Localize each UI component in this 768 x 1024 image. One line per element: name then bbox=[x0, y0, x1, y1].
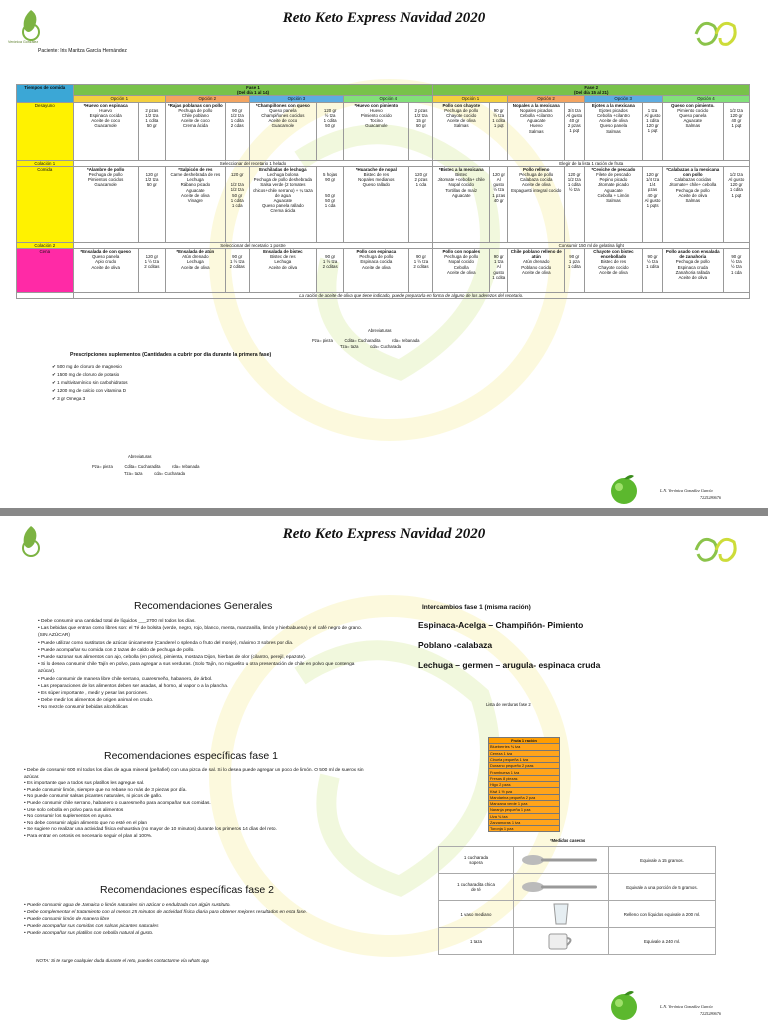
option-header: Opción 3 bbox=[584, 96, 662, 102]
dish-name: Pollo con espinaca bbox=[356, 249, 397, 255]
dish-ingredients: Atún drenado Lechuga Aceite de oliva bbox=[181, 254, 210, 270]
meal-label: Cena bbox=[17, 249, 74, 293]
dish-name: Enchiladas de lechuga bbox=[259, 166, 307, 172]
dish-name: *Ensalada de con queso bbox=[80, 249, 131, 255]
exchange-line: Lechuga – germen – arugula- espinaca cruda bbox=[418, 660, 601, 670]
dish-ingredients: Pechuga de pollo Espinaca cruda Zanahoria rallada Aceite de oliva bbox=[675, 259, 710, 281]
abbreviations-line: Pza= pieza Cdita= Cucharadita rda= rebanada bbox=[92, 464, 200, 469]
exchange-line: Poblano -calabaza bbox=[418, 640, 493, 650]
fruit-item: Cereza 1 tza bbox=[489, 750, 560, 756]
dish-ingredients: Atún drenado Poblano cocido Aceite de oliva bbox=[521, 259, 552, 275]
dish-ingredients: Filete de pescado Pepino picado Jitomate picado Aguacate Cebolla + Limón Salmas bbox=[596, 172, 631, 204]
dish-name: Ejotes a la mexicana bbox=[591, 102, 635, 108]
patient-name: Paciente: Iris Maritza García Hernández bbox=[38, 48, 127, 54]
license-number: 7225280676 bbox=[700, 495, 721, 500]
option-header: Opción 2 bbox=[165, 96, 249, 102]
dish-quantities: 120 gr 1 ½ tza 2 cditas bbox=[138, 249, 165, 293]
measure-name: 1 taza bbox=[439, 928, 514, 955]
vegetables-list-title: Lista de verduras fase 2 bbox=[486, 702, 531, 707]
secondary-logo bbox=[690, 530, 738, 570]
dish-ingredients: Pechuga de pollo Chayote cocido Aceite de oliva Salmas bbox=[444, 107, 479, 129]
fruit-item: Toronja 1 pza bbox=[489, 826, 560, 832]
fruit-item: Blueberries ¾ tza bbox=[489, 744, 560, 750]
dish-name: Pollo con nopales bbox=[442, 249, 481, 255]
fruit-item: Naranja pequeña 1 pza bbox=[489, 807, 560, 813]
nutritionist-signature: L.N. Verónica González García bbox=[660, 488, 713, 493]
fruit-item: Frambuesa 1 tza bbox=[489, 769, 560, 775]
phase1-header: Fase 1 (Del día 1 al 14) bbox=[73, 85, 433, 96]
dish-quantities: 90 gr 1/2 tza 1 cdita 2 cdas bbox=[225, 102, 249, 160]
dish-quantities: 90 gr 1 pza 1 cdita bbox=[565, 249, 585, 293]
recommendation-item: • Puede consumir de manera libre chile serrano, cuaresmeño, habanero, de árbol. bbox=[38, 676, 368, 683]
meal-label: Desayuno bbox=[17, 102, 74, 160]
dish-ingredients: Carne deshebrada de res Lechuga Rábano picado Aguacate Aceite de oliva Vinagre bbox=[170, 172, 221, 204]
dish-quantities: 120 gr 1/2 tza 1 cdita ½ tza bbox=[565, 166, 585, 242]
dish-name: Nopales a la mexicana bbox=[512, 102, 560, 108]
recommendation-item: • Puede consumir limón, siempre que no rebase no más de 3 piezas por día. bbox=[24, 788, 374, 795]
contact-note: NOTA: Si te surge cualquier duda durante el reto, puedes contactarme vía whats app bbox=[36, 958, 210, 963]
recommendation-item: • Puede acompañar su comida con 2 tazas de caldo de pechuga de pollo. bbox=[38, 647, 368, 654]
recommendation-item: • Para entrar en cetosis es necesario seguir el plan al 100%. bbox=[24, 834, 374, 841]
dish-quantities: 5 hojas 90 gr 50 gr 50 gr 1 cda bbox=[317, 166, 344, 242]
recommendation-item: • Debe consumir una cantidad total de líquidos ___2700 ml todos los días. bbox=[38, 618, 368, 625]
dish-cell bbox=[165, 166, 225, 242]
dish-cell bbox=[508, 102, 565, 160]
phase2-header: Fase 2 (Del día 15 al 21) bbox=[433, 85, 750, 96]
supplement-item: ✔ 1 multivitamínico sin carbohidratos bbox=[52, 379, 128, 387]
dish-cell bbox=[662, 249, 723, 293]
dish-quantities: 120 gr 1/4 tza 1/4 pzas 40 gr Al gusto 1 pqts bbox=[643, 166, 663, 242]
recommendation-item: • Puede consumir limón de manera libre bbox=[24, 916, 374, 923]
abbreviations-title: Abreviaturas bbox=[368, 328, 392, 333]
dish-ingredients: Lechuga bolona Pechuga de pollo deshebrada Salsa verde (2 tomates chicos+chile serrano) + ¼ taza de agua Aguacate Queso panela rallado Crema ácida bbox=[252, 172, 313, 214]
dish-ingredients: Bistec de res Lechuga Aceite de oliva bbox=[268, 254, 298, 270]
dish-name: Ensalada de bistec bbox=[263, 249, 303, 255]
meal-label: Colación 1 bbox=[17, 160, 74, 166]
spoon-icon bbox=[514, 847, 609, 874]
dish-cell bbox=[662, 102, 723, 160]
dish-cell bbox=[165, 249, 225, 293]
dish-name: *Huarache de nopal bbox=[355, 166, 397, 172]
dish-quantities: 120 gr Al gusto ½ tza 1 pzas 40 gr bbox=[490, 166, 508, 242]
recommendation-item: • No debe consumir algún alimento que no esté en el plan bbox=[24, 821, 374, 828]
dish-cell bbox=[584, 249, 643, 293]
dish-ingredients: Bistec de res Chayote cocido Aceite de oliva bbox=[598, 259, 629, 275]
abbreviations-line: Pza= pieza Cdita= Cucharadita rda= rebanada bbox=[312, 338, 420, 343]
abbreviations-line: Tza= taza cda= Cucharada bbox=[340, 344, 401, 349]
supplement-item: ✔ 500 mg de cloruro de magnesio bbox=[52, 363, 128, 371]
recommendation-item: • Las bebidas que entran como libres son: el Té de bolsita (verde, negro, rojo, blanco, menta, manzanilla, limón y hierbabuena) y el café negro de grano. (SIN AZÚCAR) bbox=[38, 625, 368, 639]
recommendation-item: • Puede acompañar sus platillos con cebolla natural al gusto. bbox=[24, 930, 374, 937]
recommendation-item: • Debe medir los alimentos de origen animal en crudo. bbox=[38, 697, 368, 704]
recommendation-item: • Puede consumir agua de Jamaica o limón naturales sin azúcar o endulzada con algún sustituto. bbox=[24, 902, 374, 909]
fruit-item: Uva ¾ tza bbox=[489, 813, 560, 819]
meal-plan-table bbox=[16, 84, 750, 299]
dish-cell bbox=[584, 102, 643, 160]
glass-icon bbox=[514, 901, 609, 928]
recommendation-item: • Debe complementar el tratamiento con al menos 25 minutos de actividad física diaria para obtener mejores resultados en esta fase. bbox=[24, 909, 374, 916]
general-recommendations-title: Recomendaciones Generales bbox=[134, 600, 273, 612]
dish-name: *Bistec a la mexicana bbox=[438, 166, 484, 172]
secondary-logo bbox=[690, 14, 738, 54]
dish-cell bbox=[584, 166, 643, 242]
fruit-item: Manzana verde 1 pza bbox=[489, 800, 560, 806]
dish-quantities: 90 gr 1 ½ tza 2 cditas bbox=[225, 249, 249, 293]
recommendation-item: • No consumir los suplementos en ayuno. bbox=[24, 814, 374, 821]
dish-ingredients: Nopales picados Cebolla +cilantro Aguacate Huevo Salmas bbox=[519, 107, 553, 134]
dish-quantities: 120 gr 1/2 tza 50 gr bbox=[138, 166, 165, 242]
dish-quantities: 90 gr ½ tza ½ tza 1 cda bbox=[723, 249, 749, 293]
measure-equivalence: Relleno con líquidos equivale a 200 ml. bbox=[609, 901, 716, 928]
meal-label: Colación 2 bbox=[17, 242, 74, 248]
dish-cell bbox=[249, 102, 316, 160]
abbreviations-title: Abreviaturas bbox=[128, 454, 152, 459]
dish-quantities: 3/4 tza Al gusto 40 gr 2 pzas 1 pqt bbox=[565, 102, 585, 160]
dish-ingredients: Calabazas cocidas Jitomate+ chile+ cebolla Pechuga de pollo Aceite de oliva Salmas bbox=[669, 177, 717, 204]
teaspoon-icon bbox=[514, 874, 609, 901]
dish-ingredients: Bistec de res Nopales medianos Queso rallado bbox=[358, 172, 395, 188]
recommendation-item: • Las preparaciones de los alimentos deben ser asadas, al horno, al vapor o a la plancha. bbox=[38, 683, 368, 690]
supplements-title: Prescripciones suplementos (Cantidades a cubrir por día durante la primera fase) bbox=[70, 352, 272, 358]
fruit-item: Zarzamoras 1 tza bbox=[489, 819, 560, 825]
recommendation-item: • No puede consumir salsas picantes naturales, ni picos de gallo. bbox=[24, 794, 374, 801]
fruit-item: Durazno pequeño 2 pzas bbox=[489, 763, 560, 769]
dish-quantities: 2 pzas 1/2 tza 1 cdita 50 gr bbox=[138, 102, 165, 160]
dish-cell bbox=[433, 249, 490, 293]
measure-name: 1 cucharada sopera bbox=[439, 847, 514, 874]
dish-ingredients: Ejotes picados Cebolla +cilantro Aceite de oliva Queso panela Salmas bbox=[597, 107, 630, 134]
dish-quantities: 1/2 tza Al gusto 120 gr 1 cdita 1 pqt bbox=[723, 166, 749, 242]
dish-quantities: 120 gr 1/2 tza 1/2 tza 50 gr 1 cdita 1 cda bbox=[225, 166, 249, 242]
dish-cell bbox=[508, 249, 565, 293]
dish-name: Chile poblano relleno de atún bbox=[510, 249, 562, 260]
general-recommendations-list bbox=[38, 618, 368, 712]
dish-ingredients: Pechuga de pollo Espinaca cocida Aceite de oliva bbox=[359, 254, 394, 270]
household-measures-title: *Medidas caseras bbox=[550, 838, 586, 843]
snack-instruction: Seleccionar del recetario 1 postre bbox=[73, 242, 433, 248]
dish-cell bbox=[344, 166, 409, 242]
measure-equivalence: Equivale a 240 ml. bbox=[609, 928, 716, 955]
dish-ingredients: Queso panela Apio crudo Aceite de oliva bbox=[91, 254, 120, 270]
dish-cell bbox=[433, 166, 490, 242]
exchanges-title: Intercambios fase 1 (misma ración) bbox=[422, 604, 531, 611]
recommendation-item: • Es importante que a todos sus platillos les agregue sal. bbox=[24, 781, 374, 788]
dish-ingredients: Pimiento cocido Queso panela Aguacate Salmas bbox=[677, 107, 709, 129]
fruit-table-header: Fruta 1 ración bbox=[489, 738, 560, 744]
recommendation-item: • Puede acompañar sus comidas con salsas picantes naturales bbox=[24, 923, 374, 930]
supplement-item: ✔ 3 gr Omega 3 bbox=[52, 395, 128, 403]
dish-quantities: 90 gr ½ tza 1 cdita 1 pqt bbox=[490, 102, 508, 160]
plan-page bbox=[0, 0, 768, 508]
green-apple-icon bbox=[606, 470, 642, 506]
dish-ingredients: Queso panela Champiñones cocidos Aceite de coco Guacamole bbox=[261, 107, 305, 129]
dish-quantities: 120 gr ½ tza 1 cdita 50 gr bbox=[317, 102, 344, 160]
dish-name: Chayote con bistec encebollado bbox=[593, 249, 634, 260]
option-header: Opción 2 bbox=[508, 96, 584, 102]
supplement-item: ✔ 1200 mg de calcio con vitamina D bbox=[52, 387, 128, 395]
dish-quantities: 120 gr 2 pzas 1 cda bbox=[409, 166, 433, 242]
dish-ingredients: Huevo Espinaca cocida Aceite de coco Guacamole bbox=[89, 107, 122, 129]
dish-cell bbox=[249, 249, 316, 293]
option-header: Opción 4 bbox=[344, 96, 433, 102]
nutritionist-signature: L.N. Verónica González García bbox=[660, 1004, 713, 1009]
fruit-item: Kiwi 1 ½ pza bbox=[489, 788, 560, 794]
recommendation-item: • No mezcle consumir bebidas alcohólicas bbox=[38, 704, 368, 711]
fruit-item: Mandarina pequeña 2 pza bbox=[489, 794, 560, 800]
measure-name: 1 vaso mediano bbox=[439, 901, 514, 928]
dish-name: *Alambre de pollo bbox=[86, 166, 125, 172]
recommendation-item: • Debe de consumir 600 ml todos los días de agua mineral (peñafiel) con una pizca de sal. Si lo desea puede agregar un poco de limón. O 500 ml de suerox sin azúcar. bbox=[24, 768, 374, 781]
dish-name: *Huevo con pimiento bbox=[354, 102, 399, 108]
oil-note: La ración de aceite de oliva que tiene indicado, puede prepararla en forma de alguno de los aderezos del recetario. bbox=[73, 293, 749, 299]
dish-cell bbox=[73, 166, 138, 242]
recommendations-page bbox=[0, 516, 768, 1024]
recommendation-item: • Si lo desea consumir chile Tajín en polvo, para agregar a sus verduras. (Solo Tajín, no miguelito u otra presentación de chile en polvo que contenga azúcar). bbox=[38, 661, 368, 675]
page-title: Reto Keto Express Navidad 2020 bbox=[282, 526, 486, 542]
dish-ingredients: Pechuga de pollo Nopal cocido Cebolla Aceite de oliva bbox=[444, 254, 479, 275]
dish-ingredients: Huevo Pimiento cocido Tocino Guacamole bbox=[360, 107, 392, 129]
dish-name: *Calabazas a la mexicana con pollo bbox=[666, 166, 720, 178]
recommendation-item: • Puede sazonar sus alimentos con ajo, cebolla (en polvo), pimienta, mostaza Dijon, hierbas de olor (cilantro, perejil, epazote). bbox=[38, 654, 368, 661]
option-header: Opción 3 bbox=[249, 96, 344, 102]
meal-label: Comida bbox=[17, 166, 74, 242]
recommendation-item: • Es súper importante , medir y pesar las porciones. bbox=[38, 690, 368, 697]
phase2-recommendations-list bbox=[24, 902, 374, 937]
recommendation-item: • Use solo cebolla en polvo para sus alimentos bbox=[24, 808, 374, 815]
option-header: Opción 1 bbox=[73, 96, 165, 102]
supplements-list bbox=[52, 363, 128, 403]
dish-quantities: 1 tza Al gusto 1 cdita 120 gr 1 pqt bbox=[643, 102, 663, 160]
dish-quantities: 90 gr 1 ½ tza 2 cditas bbox=[317, 249, 344, 293]
dish-ingredients: Pechuga de pollo Pimientos cocidos Guacamole bbox=[87, 172, 124, 188]
fruit-item: Fresas 8 piezas bbox=[489, 775, 560, 781]
dish-name: *Ceviche de pescado bbox=[591, 166, 636, 172]
dish-cell bbox=[73, 102, 138, 160]
dish-cell bbox=[165, 102, 225, 160]
dish-quantities: 2 pzas 1/2 tza 15 gr 50 gr bbox=[409, 102, 433, 160]
page-title: Reto Keto Express Navidad 2020 bbox=[282, 10, 486, 26]
dish-ingredients: Pechuga de pollo Calabaza cocida Aceite de oliva Espaguetti integral cocido bbox=[511, 172, 562, 193]
dish-quantities: 90 gr ½ tza 1 cdita bbox=[643, 249, 663, 293]
measure-equivalence: Equivale a una porción de 5 gramos. bbox=[609, 874, 716, 901]
snack-instruction: Seleccionar del recetario 1 helado bbox=[73, 160, 433, 166]
recommendation-item: • Puede consumir chile serrano, habanero o cuaresmeño para acompañar sus comidas. bbox=[24, 801, 374, 808]
meal-times-header: Tiempos de comida bbox=[17, 85, 74, 103]
snack-instruction: Elegir de la lista 1 ración de fruta bbox=[433, 160, 750, 166]
phase2-recommendations-title: Recomendaciones específicas fase 2 bbox=[100, 884, 274, 896]
dish-cell bbox=[249, 166, 316, 242]
snack-instruction: Consumir 150 ml de gelatina light bbox=[433, 242, 750, 248]
recommendation-item: • Se sugiere no realizar una actividad física exhaustiva (no mayor de 10 minutos) durante los primeros 14 días del reto. bbox=[24, 827, 374, 834]
dish-name: *Salpicón de res bbox=[178, 166, 213, 172]
license-number: 7225280676 bbox=[700, 1011, 721, 1016]
fruit-item: Higo 2 pzas bbox=[489, 782, 560, 788]
dish-quantities: 90 gr 1 ½ tza 2 cditas bbox=[409, 249, 433, 293]
fruit-table bbox=[488, 737, 560, 832]
dish-ingredients: Pechuga de pollo Chile poblano Aceite de coco Crema ácida bbox=[178, 107, 213, 129]
brand-logo-text: Verónica González bbox=[8, 40, 39, 44]
measure-name: 1 cucharadita chica de té bbox=[439, 874, 514, 901]
dish-name: Queso con pimiento. bbox=[671, 102, 715, 108]
dish-name: *Huevo con espinaca bbox=[83, 102, 128, 108]
dish-cell bbox=[433, 102, 490, 160]
phase1-recommendations-list bbox=[24, 768, 374, 841]
phase1-recommendations-title: Recomendaciones específicas fase 1 bbox=[104, 750, 278, 762]
option-header: Opción 4 bbox=[662, 96, 749, 102]
dish-quantities: 1/2 tza 120 gr 40 gr 1 pqt bbox=[723, 102, 749, 160]
dish-ingredients: Bistec Jitomate +cebolla+ chile Nopal cocido Tortillas de maíz Aguacate bbox=[437, 172, 485, 198]
dish-name: Pollo relleno bbox=[523, 166, 550, 172]
fruit-item: Ciruela pequeña 1 tza bbox=[489, 756, 560, 762]
dish-name: Pollo asado con ensalada de zanahoria bbox=[665, 249, 720, 260]
measure-equivalence: Equivale a 15 gramos. bbox=[609, 847, 716, 874]
dish-quantities: 90 gr 1 tza Al gusto 1 cdita bbox=[490, 249, 508, 293]
household-measures-table bbox=[438, 846, 716, 955]
dish-name: Pollo con chayote bbox=[442, 102, 481, 108]
dish-name: *Champiñones con queso bbox=[255, 102, 310, 108]
dish-name: *Rajas poblanas con pollo bbox=[168, 102, 223, 108]
cup-icon bbox=[514, 928, 609, 955]
option-header: Opción 1 bbox=[433, 96, 508, 102]
dish-cell bbox=[344, 249, 409, 293]
exchange-line: Espinaca-Acelga – Champiñón- Pimiento bbox=[418, 620, 584, 630]
dish-cell bbox=[73, 249, 138, 293]
green-apple-icon bbox=[606, 986, 642, 1022]
supplement-item: ✔ 1500 mg de cloruro de potasio bbox=[52, 371, 128, 379]
recommendation-item: • Puede utilizar como sustitutos de azúcar únicamente (Canderel o splenda o fruto del monje), máximo 3 sobres por día. bbox=[38, 640, 368, 647]
dish-name: *Ensalada de atún bbox=[176, 249, 215, 255]
dish-cell bbox=[662, 166, 723, 242]
dish-cell bbox=[344, 102, 409, 160]
dish-cell bbox=[508, 166, 565, 242]
abbreviations-line: Tza= taza cda= Cucharada bbox=[124, 471, 185, 476]
